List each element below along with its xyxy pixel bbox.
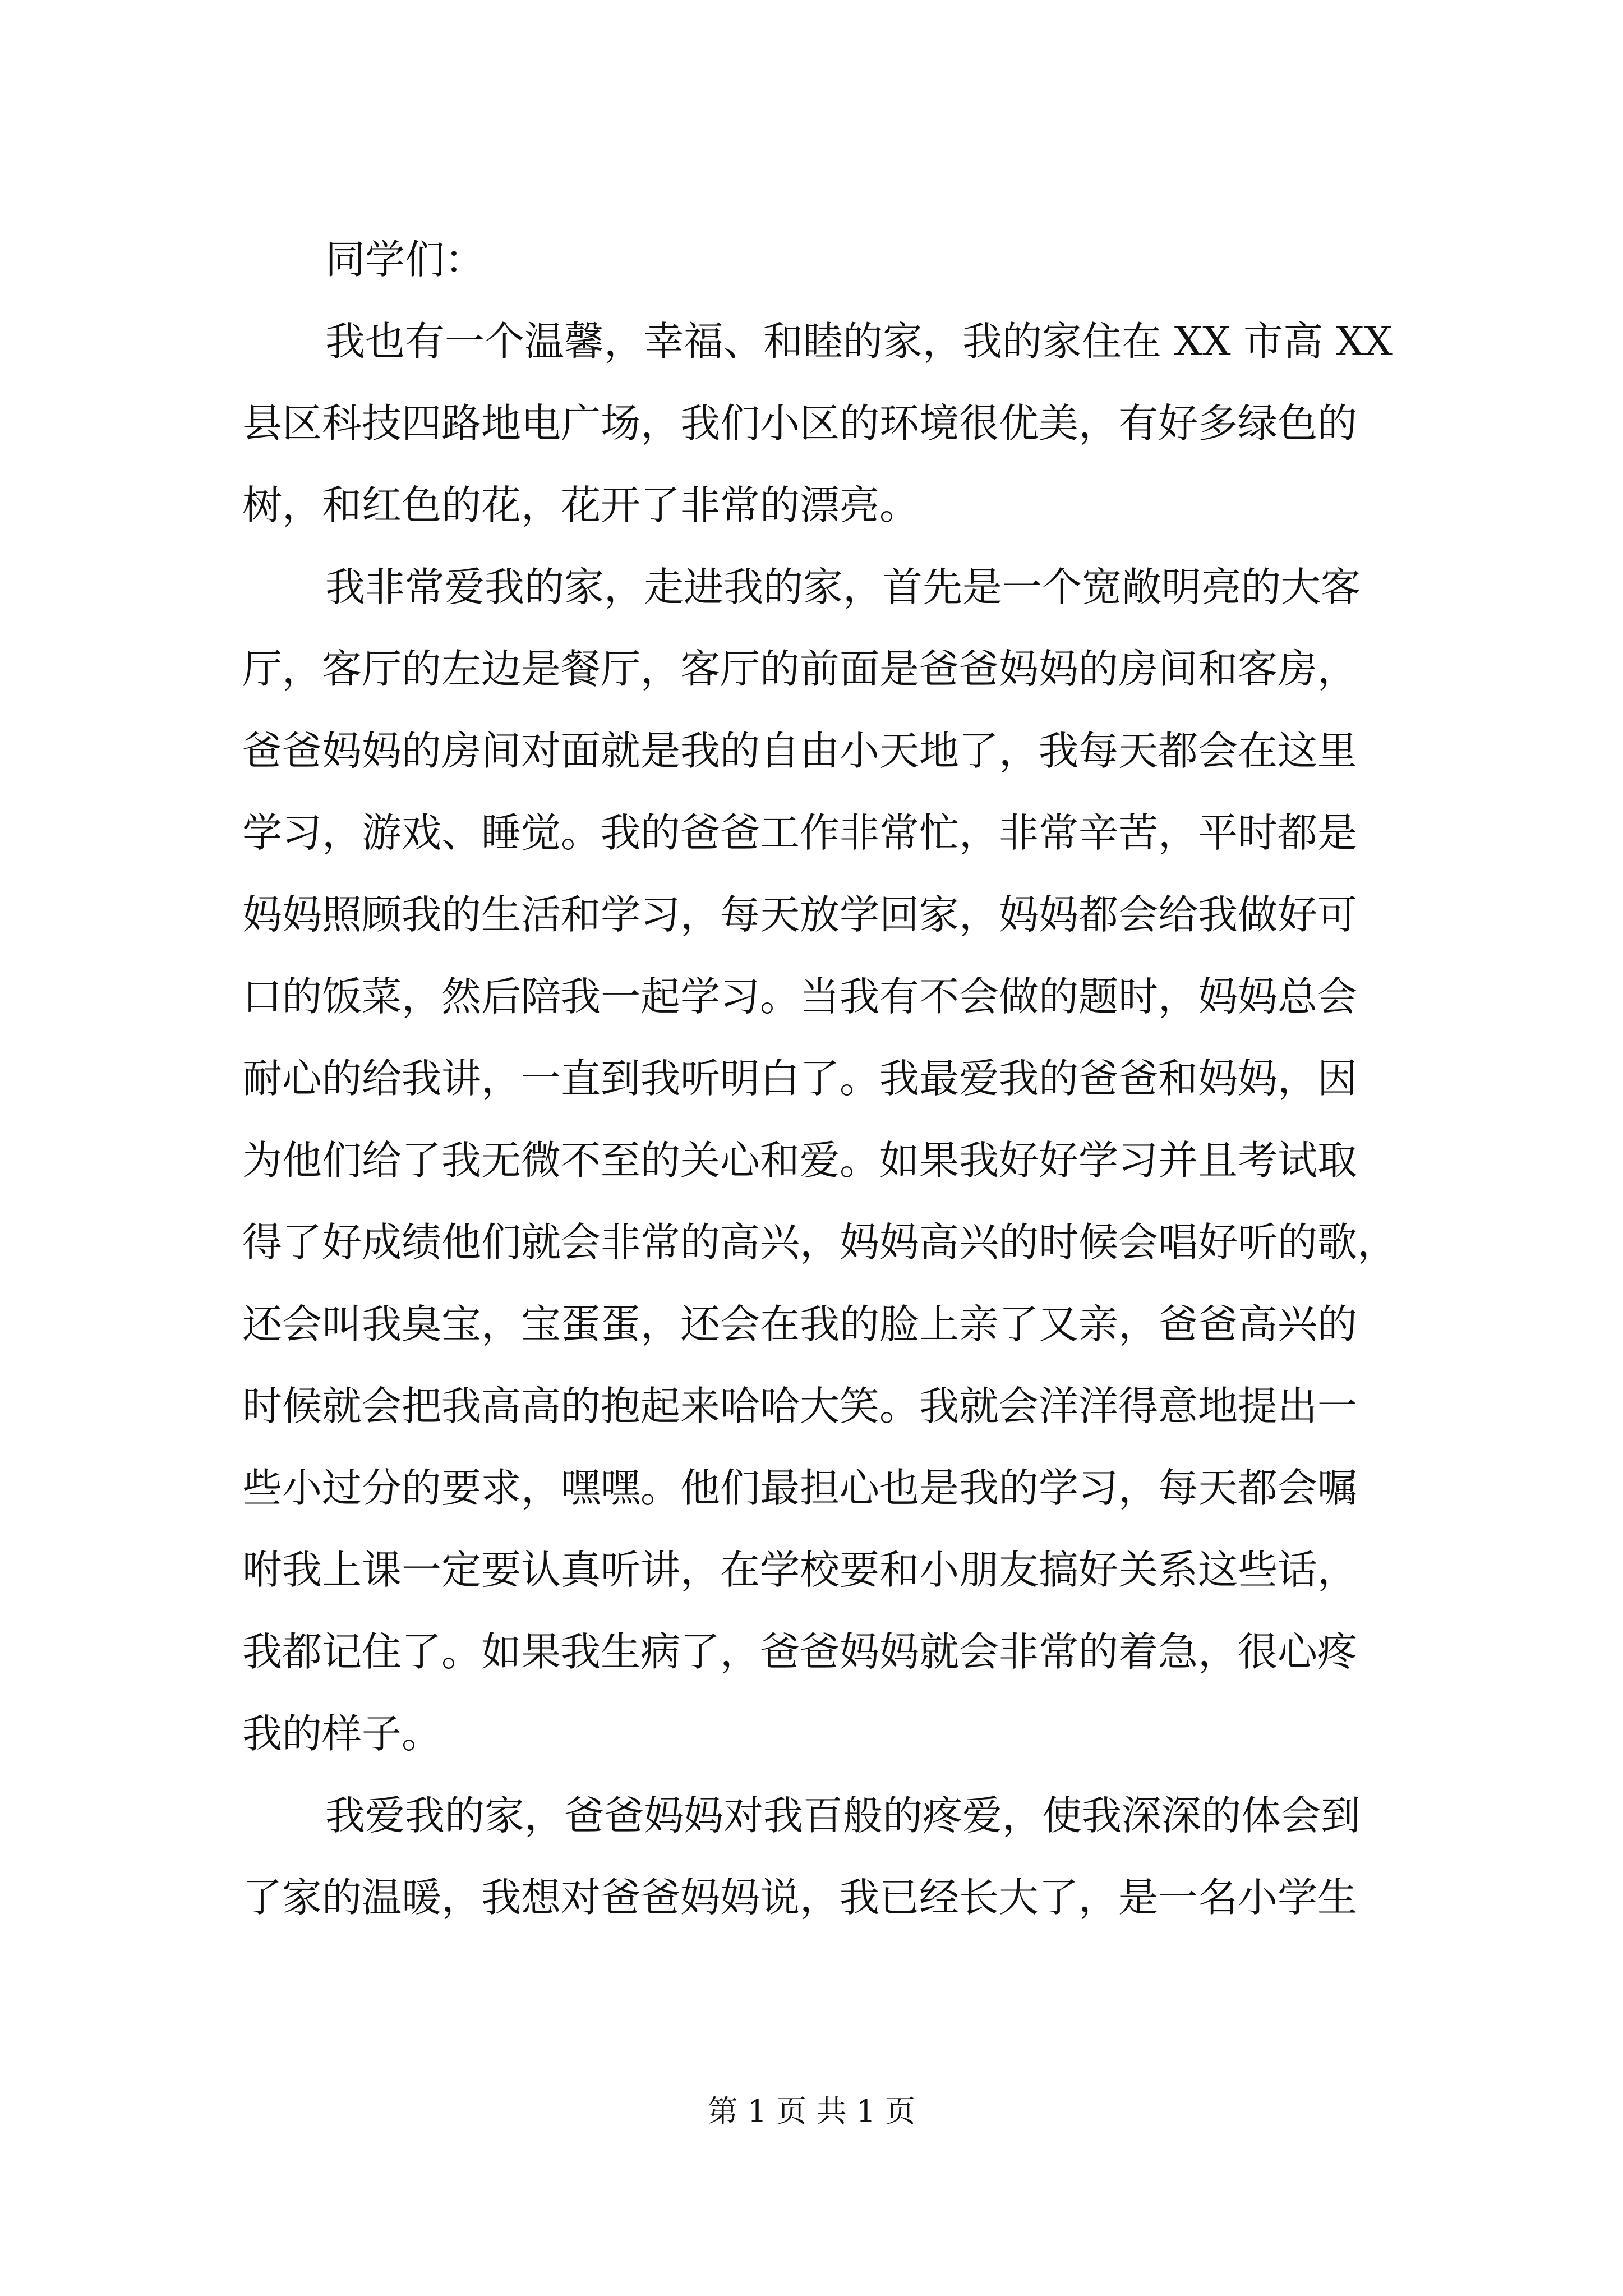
paragraph-line: 口的饭菜，然后陪我一起学习。当我有不会做的题时，妈妈总会 [242,973,1358,1020]
paragraph-3 [242,1775,1442,1939]
paragraph-line: 学习，游戏、睡觉。我的爸爸工作非常忙，非常辛苦，平时都是 [242,809,1358,856]
paragraph-line: 我都记住了。如果我生病了，爸爸妈妈就会非常的着急，很心疼 [242,1628,1358,1675]
greeting: 同学们： [325,236,485,283]
paragraph-line: 树，和红色的花，花开了非常的漂亮。 [242,482,920,528]
page-footer: 第 1 页 共 1 页 [707,2093,916,2129]
paragraph-line: 还会叫我臭宝，宝蛋蛋，还会在我的脸上亲了又亲，爸爸高兴的 [242,1301,1358,1347]
paragraph-line: 厅，客厅的左边是餐厅，客厅的前面是爸爸妈妈的房间和客房， [242,646,1358,692]
paragraph-line: 了家的温暖，我想对爸爸妈妈说，我已经长大了，是一名小学生 [242,1874,1358,1921]
paragraph-line: 妈妈照顾我的生活和学习，每天放学回家，妈妈都会给我做好可 [242,891,1358,938]
paragraph-line: 县区科技四路地电广场，我们小区的环境很优美，有好多绿色的 [242,400,1358,447]
paragraph-1 [242,301,1442,546]
paragraph-line: 得了好成绩他们就会非常的高兴，妈妈高兴的时候会唱好听的歌， [242,1219,1398,1266]
paragraph-line: 爸爸妈妈的房间对面就是我的自由小天地了，我每天都会在这里 [242,728,1358,774]
paragraph-line: 时候就会把我高高的抱起来哈哈大笑。我就会洋洋得意地提出一 [242,1383,1358,1429]
document-body [242,219,1442,1939]
paragraph-line: 为他们给了我无微不至的关心和爱。如果我好好学习并且考试取 [242,1137,1358,1184]
paragraph-line: 我的样子。 [242,1710,442,1757]
paragraph-2 [242,546,1442,1775]
paragraph-line: 我也有一个温馨，幸福、和睦的家，我的家住在 XX 市高 XX [325,318,1393,365]
paragraph-line: 我非常爱我的家，走进我的家，首先是一个宽敞明亮的大客 [325,564,1361,610]
paragraph-line: 我爱我的家，爸爸妈妈对我百般的疼爱，使我深深的体会到 [325,1792,1361,1839]
paragraph-line: 些小过分的要求，嘿嘿。他们最担心也是我的学习，每天都会嘱 [242,1465,1358,1511]
paragraph-line: 咐我上课一定要认真听讲，在学校要和小朋友搞好关系这些话， [242,1547,1358,1593]
paragraph-line: 耐心的给我讲，一直到我听明白了。我最爱我的爸爸和妈妈，因 [242,1055,1358,1102]
